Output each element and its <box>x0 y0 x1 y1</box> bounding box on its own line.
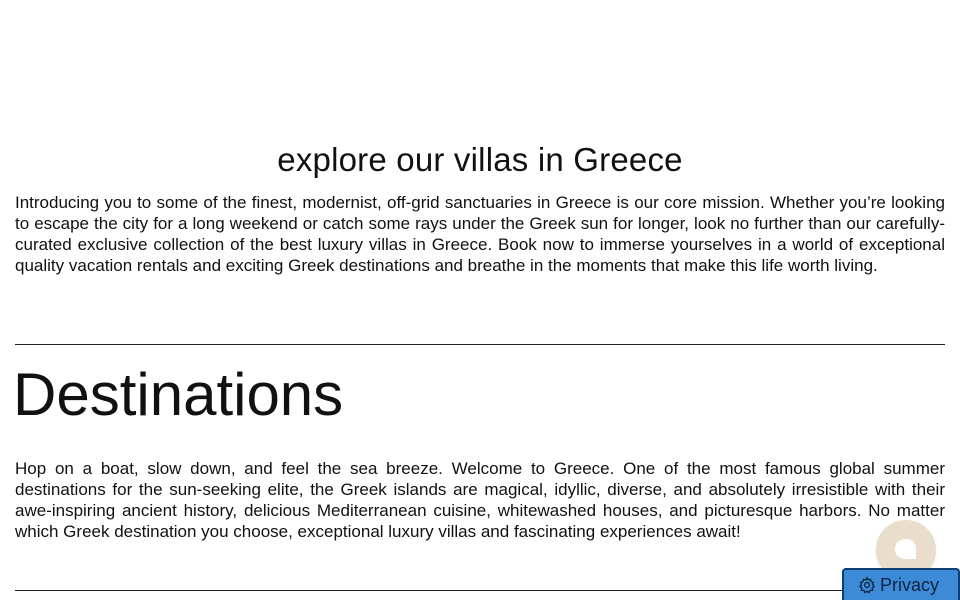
intro-text: Introducing you to some of the finest, modernist, off-grid sanctuaries in Greece is our core mission. Whether you’re looking to escape the city for a long weekend or catch some rays under the Greek sun for longer, look no further than our carefully-curated exclusive collection of the best luxury villas in Greece. Book now to immerse yourselves in a world of exceptional quality vacation rentals and exciting Greek destinations and breathe in the moments that make this life worth living. <box>15 193 945 275</box>
privacy-button[interactable] <box>842 568 960 600</box>
gear-icon <box>858 576 876 594</box>
destinations-text: Hop on a boat, slow down, and feel the sea breeze. Welcome to Greece. One of the most famous global summer destinations for the sun-seeking elite, the Greek islands are magical, idyllic, diverse, and absolutely irresistible with their awe-inspiring ancient history, delicious Mediterranean cuisine, whitewashed houses, and picturesque harbors. No matter which Greek destination you choose, exceptional luxury villas and fascinating experiences await! <box>15 459 945 541</box>
intro-title: explore our villas in Greece <box>277 141 683 178</box>
section-divider <box>15 344 945 345</box>
chat-icon <box>889 533 923 567</box>
destinations-title: Destinations <box>13 361 344 428</box>
section-divider-bottom <box>15 590 945 591</box>
privacy-label: Privacy <box>880 574 940 595</box>
